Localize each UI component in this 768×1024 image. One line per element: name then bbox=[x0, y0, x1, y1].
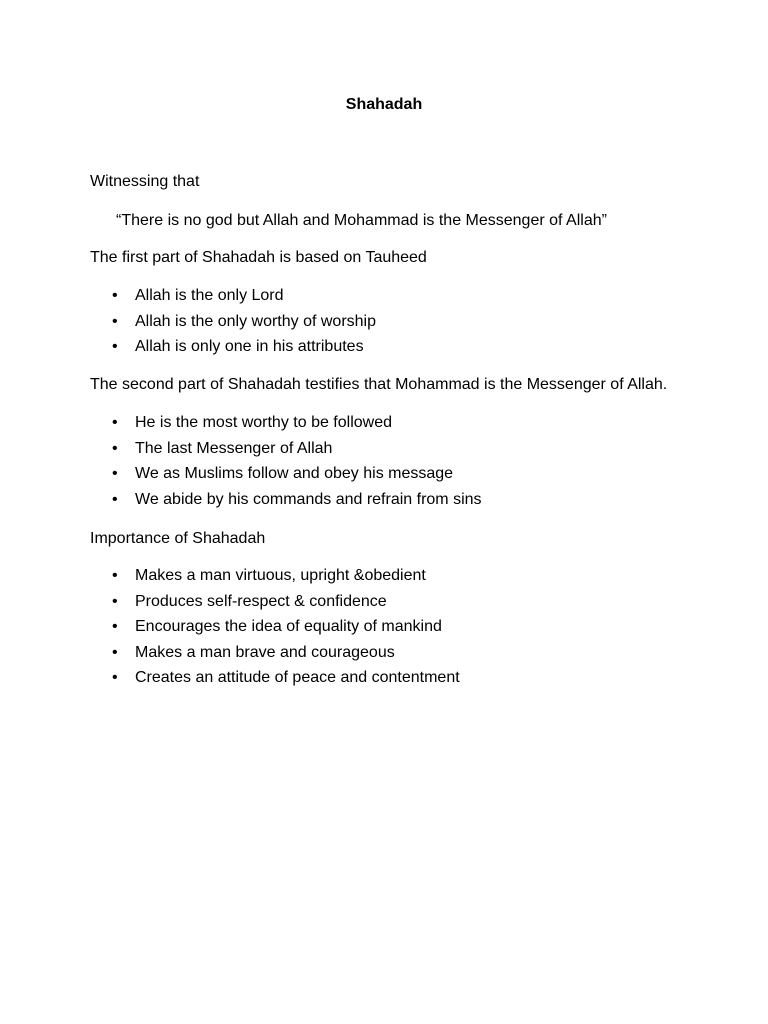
section3-heading: Importance of Shahadah bbox=[90, 530, 266, 547]
list-item-text: Allah is the only worthy of worship bbox=[135, 312, 376, 330]
bullet-icon: • bbox=[112, 338, 118, 355]
page-title: Shahadah bbox=[345, 96, 423, 113]
bullet-icon: • bbox=[112, 567, 118, 584]
list-item-text: Creates an attitude of peace and contentment bbox=[135, 669, 460, 686]
list-item-text: We abide by his commands and refrain from sins bbox=[135, 490, 482, 508]
list-item-text: Allah is the only Lord bbox=[135, 287, 284, 304]
bullet-icon: • bbox=[112, 287, 118, 304]
list-item-text: Encourages the idea of equality of mankind bbox=[135, 618, 442, 635]
bullet-icon: • bbox=[112, 643, 118, 661]
list-item-text: Allah is only one in his attributes bbox=[135, 338, 364, 355]
list-item-text: Makes a man brave and courageous bbox=[135, 643, 395, 661]
list-item-text: Produces self-respect & confidence bbox=[135, 592, 387, 610]
section2-heading: The second part of Shahadah testifies that Mohammad is the Messenger of Allah. bbox=[90, 376, 668, 393]
bullet-icon: • bbox=[112, 312, 118, 330]
list-item-text: Makes a man virtuous, upright &obedient bbox=[135, 567, 426, 584]
witnessing-line: Witnessing that bbox=[90, 173, 200, 190]
bullet-icon: • bbox=[112, 669, 118, 686]
list-item-text: We as Muslims follow and obey his message bbox=[135, 465, 454, 482]
bullet-icon: • bbox=[112, 414, 118, 431]
shahadah-quote: “There is no god but Allah and Mohammad is the Messenger of Allah” bbox=[116, 212, 607, 229]
list-item-text: The last Messenger of Allah bbox=[135, 439, 333, 457]
bullet-icon: • bbox=[112, 439, 118, 457]
bullet-icon: • bbox=[112, 465, 118, 482]
bullet-icon: • bbox=[112, 592, 118, 610]
list-item-text: He is the most worthy to be followed bbox=[135, 414, 393, 431]
section1-heading: The first part of Shahadah is based on Tauheed bbox=[90, 249, 427, 266]
bullet-icon: • bbox=[112, 490, 118, 508]
bullet-icon: • bbox=[112, 618, 118, 635]
